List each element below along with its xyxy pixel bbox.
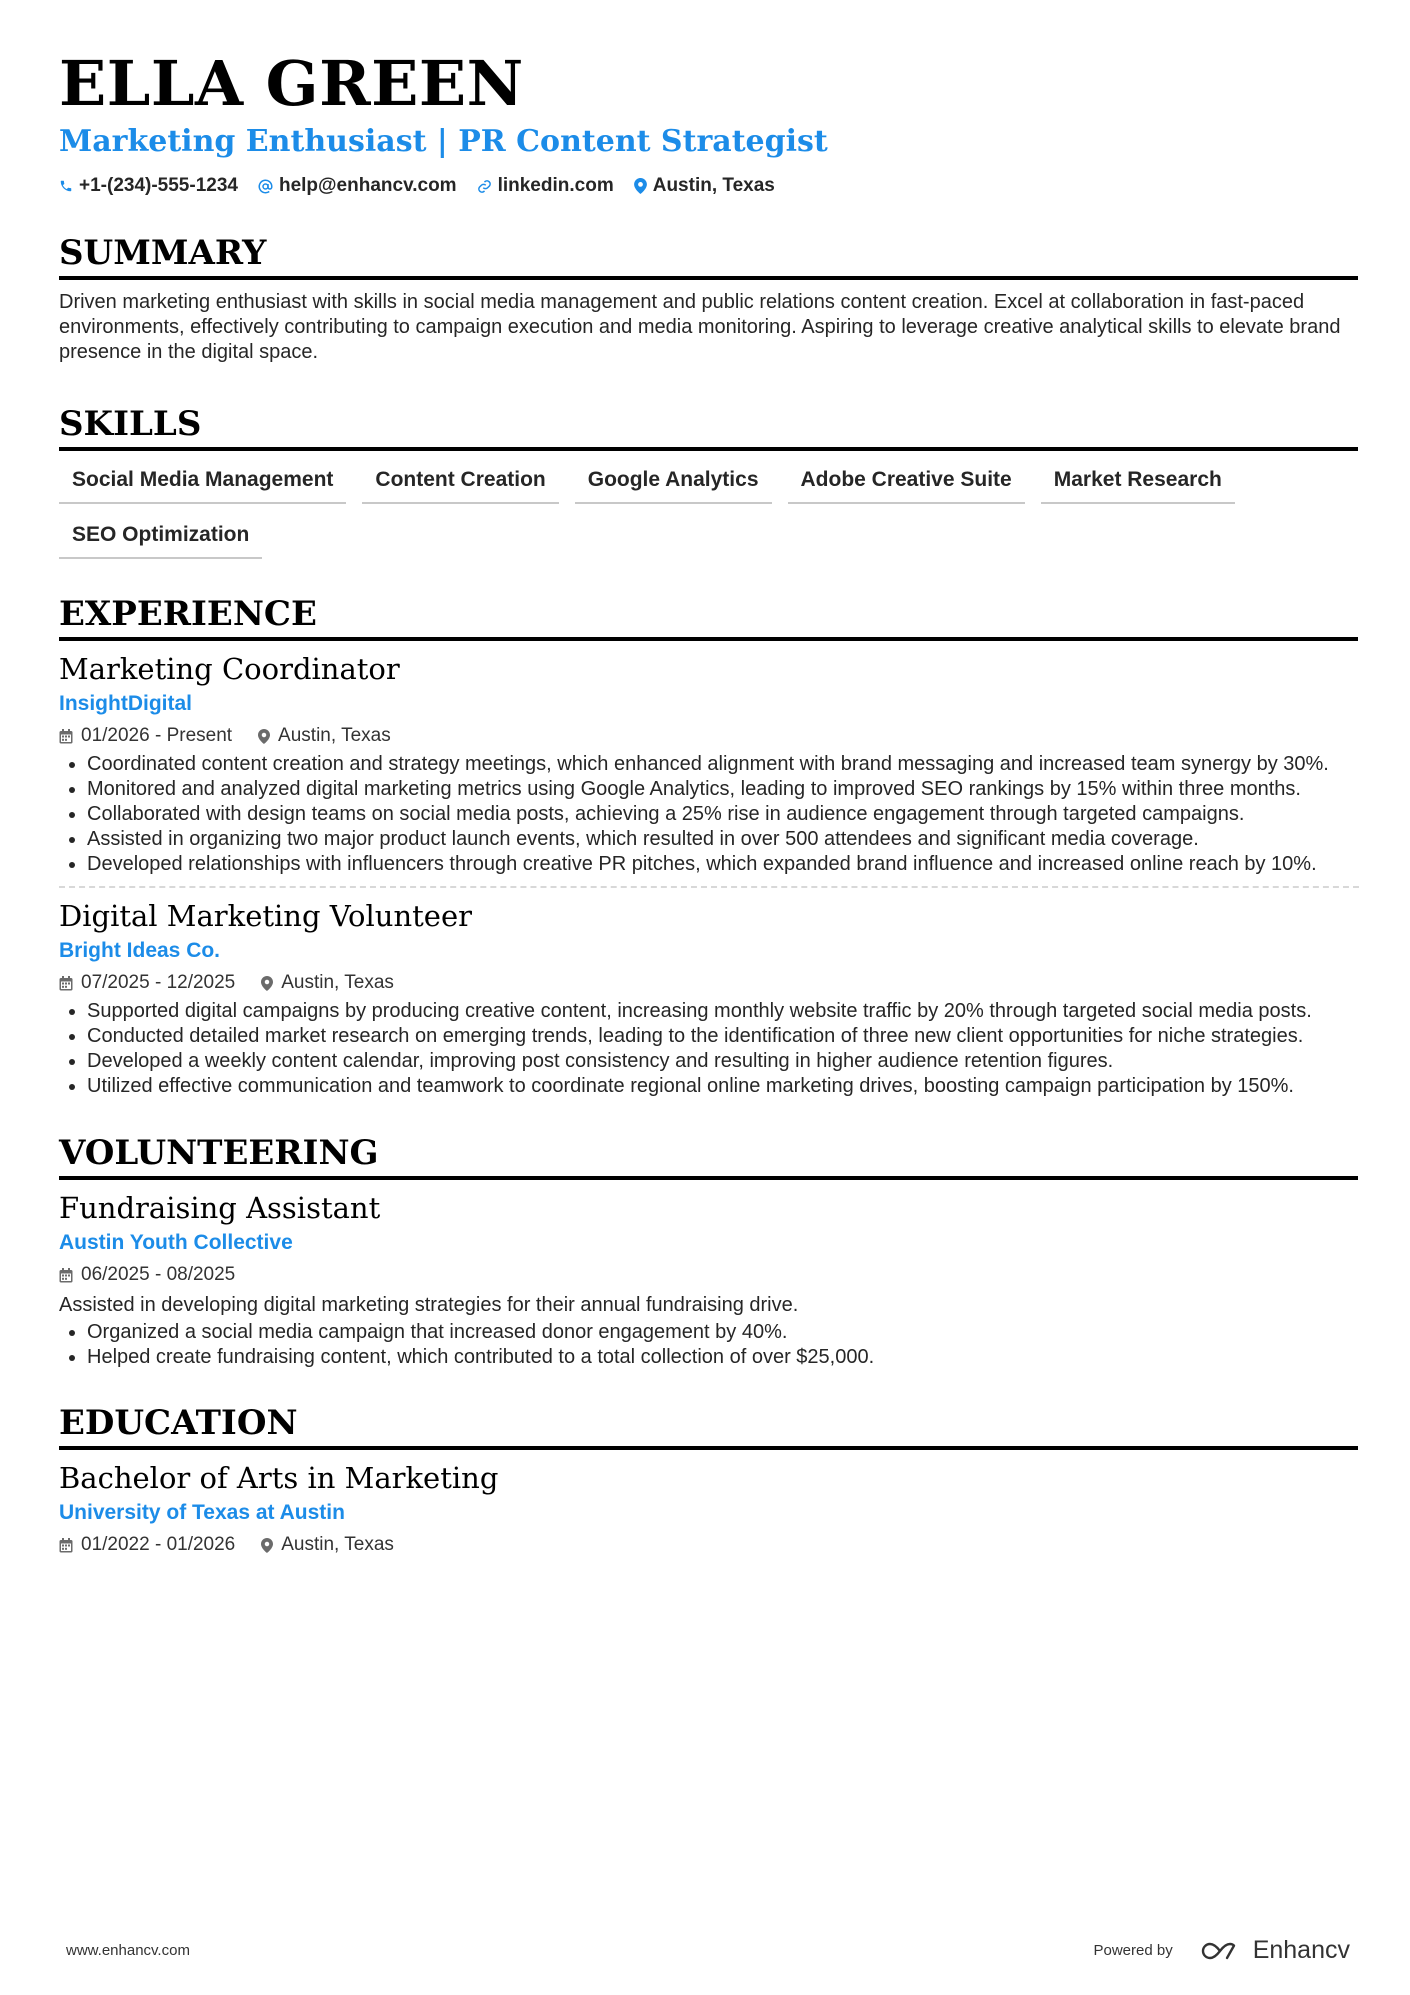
achievement-item: • Collaborated with design teams on social media posts, achieving a 25% rise in audience engagement through targeted campaigns. [87, 802, 1375, 827]
enhancv-logo[interactable] [1199, 1936, 1350, 1965]
summary-title: SUMMARY [59, 233, 1358, 280]
skills-title: SKILLS [59, 404, 1358, 451]
entry-divider [59, 886, 1359, 888]
location-pin-icon [261, 976, 273, 991]
achievement-item: • Monitored and analyzed digital marketing metrics using Google Analytics, leading to improved SEO rankings by 15% within three months. [87, 777, 1375, 802]
achievement-item: • Utilized effective communication and teamwork to coordinate regional online marketing drives, boosting campaign participation by 150%. [87, 1074, 1375, 1099]
entry-dates [59, 1533, 235, 1557]
calendar-icon [59, 729, 73, 744]
volunteering-entry [59, 1188, 1358, 1370]
entry-meta [59, 1263, 1358, 1287]
achievement-item: • Developed relationships with influencers through creative PR pitches, which expanded brand influence and increased online reach by 10%. [87, 852, 1375, 877]
contact-phone [59, 175, 238, 197]
calendar-icon [59, 1268, 73, 1283]
experience-entry [59, 896, 1358, 1099]
phone-icon [59, 179, 73, 193]
achievement-list [59, 752, 1375, 877]
location-text: Austin, Texas [652, 175, 775, 196]
entry-meta [59, 1533, 1358, 1557]
achievement-item: • Developed a weekly content calendar, improving post consistency and resulting in higher audience retention figures. [87, 1049, 1375, 1074]
education-title: EDUCATION [59, 1403, 1358, 1450]
brand-name: Enhancv [1252, 1936, 1350, 1964]
at-sign-icon [258, 179, 273, 194]
education-section [59, 1403, 1358, 1557]
location-text: Austin, Texas [281, 1534, 394, 1555]
location-pin-icon [258, 729, 270, 744]
achievement-list [59, 1320, 1375, 1370]
achievement-item: • Organized a social media campaign that increased donor engagement by 40%. [87, 1320, 1375, 1345]
entry-dates [59, 1263, 235, 1287]
location-text: Austin, Texas [281, 972, 394, 993]
candidate-name: ELLA GREEN [59, 47, 524, 120]
company-name: InsightDigital [59, 692, 192, 715]
candidate-headline: Marketing Enthusiast | PR Content Strategist [59, 124, 828, 159]
phone-text: +1-(234)-555-1234 [79, 175, 238, 196]
entry-dates [59, 971, 235, 995]
skill-tag: Adobe Creative Suite [788, 459, 1025, 504]
volunteer-description: Assisted in developing digital marketing strategies for their annual fundraising drive. [59, 1294, 799, 1316]
dates-text: 01/2022 - 01/2026 [81, 1534, 236, 1555]
school-name: University of Texas at Austin [59, 1501, 345, 1524]
degree-title: Bachelor of Arts in Marketing [59, 1461, 499, 1495]
achievement-item: • Coordinated content creation and strategy meetings, which enhanced alignment with brand messaging and increased team synergy by 30%. [87, 752, 1375, 777]
volunteering-section [59, 1133, 1358, 1370]
organization-name: Austin Youth Collective [59, 1231, 293, 1254]
experience-section [59, 594, 1358, 1099]
entry-meta [59, 971, 1358, 995]
footer-website-link[interactable]: www.enhancv.com [66, 1942, 190, 1959]
achievement-item: • Conducted detailed market research on emerging trends, leading to the identification of three new client opportunities for niche strategies. [87, 1024, 1375, 1049]
skill-tag: SEO Optimization [59, 514, 262, 559]
company-name: Bright Ideas Co. [59, 939, 221, 962]
skill-tag: Social Media Management [59, 459, 346, 504]
skill-tag: Market Research [1041, 459, 1235, 504]
education-entry [59, 1458, 1358, 1557]
contact-location [634, 175, 775, 197]
footer-branding [1093, 1936, 1350, 1965]
contact-email[interactable] [258, 175, 457, 197]
skill-tag: Google Analytics [575, 459, 772, 504]
dates-text: 06/2025 - 08/2025 [81, 1264, 236, 1285]
experience-title: EXPERIENCE [59, 594, 1358, 641]
job-title: Marketing Coordinator [59, 652, 400, 686]
location-text: Austin, Texas [278, 725, 391, 746]
skills-section [59, 404, 1358, 569]
contact-bar [59, 175, 1358, 197]
calendar-icon [59, 1538, 73, 1553]
location-pin-icon [261, 1538, 273, 1553]
achievement-item: • Supported digital campaigns by producing creative content, increasing monthly website traffic by 20% through targeted social media posts. [87, 999, 1375, 1024]
dates-text: 07/2025 - 12/2025 [81, 972, 236, 993]
experience-entry [59, 649, 1358, 877]
contact-link[interactable] [477, 175, 614, 197]
email-text: help@enhancv.com [278, 175, 457, 196]
entry-dates [59, 724, 232, 748]
calendar-icon [59, 976, 73, 991]
dates-text: 01/2026 - Present [81, 725, 233, 746]
achievement-item: • Assisted in organizing two major product launch events, which resulted in over 500 attendees and significant media coverage. [87, 827, 1375, 852]
summary-text: Driven marketing enthusiast with skills in social media management and public relations content creation. Excel at collaboration in fast-paced environments, effectively contributing to campaign execution and media monitoring. Aspiring to leverage creative analytical skills to elevate brand presence in the digital space. [59, 291, 1341, 363]
entry-location [261, 971, 394, 995]
location-pin-icon [634, 178, 647, 194]
link-text: linkedin.com [497, 175, 614, 196]
page-footer [66, 1936, 1350, 1965]
summary-section [59, 233, 1358, 365]
powered-by-label: Powered by [1093, 1942, 1173, 1959]
volunteering-title: VOLUNTEERING [59, 1133, 1358, 1180]
achievement-list [59, 999, 1375, 1099]
skill-tag: Content Creation [362, 459, 558, 504]
entry-meta [59, 724, 1358, 748]
volunteer-role: Fundraising Assistant [59, 1191, 381, 1225]
skills-list [59, 459, 1359, 569]
job-title: Digital Marketing Volunteer [59, 899, 472, 933]
enhancv-logo-icon [1199, 1939, 1245, 1963]
entry-location [258, 724, 391, 748]
achievement-item: • Helped create fundraising content, which contributed to a total collection of over $25,000. [87, 1345, 1375, 1370]
entry-location [261, 1533, 394, 1557]
link-icon [477, 179, 492, 194]
